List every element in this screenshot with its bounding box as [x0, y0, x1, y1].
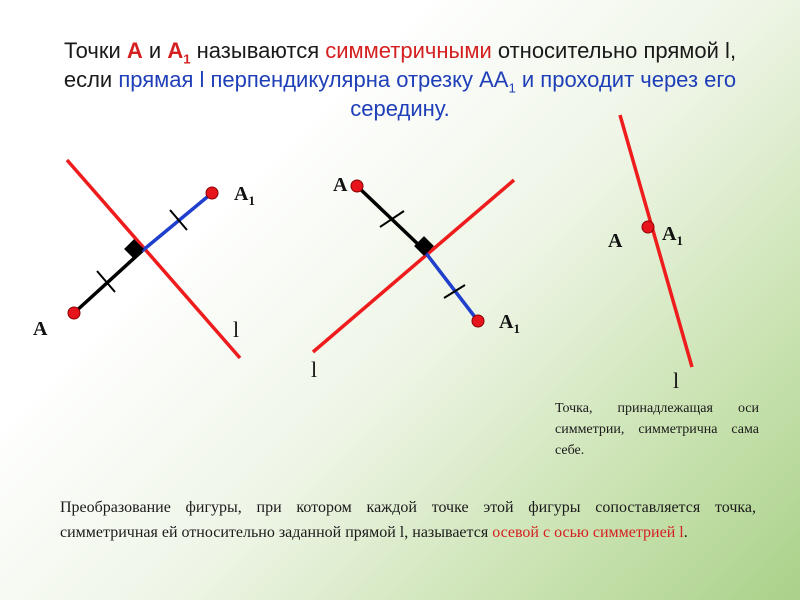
title-text: и	[142, 38, 168, 63]
label-a: A	[608, 230, 623, 252]
segment-half-a1	[142, 193, 212, 251]
title-point-a1: А	[167, 38, 184, 63]
title-condition: прямая l перпендикулярна отрезку АА	[118, 67, 509, 92]
segment-half-a	[74, 251, 142, 313]
title-condition: и	[515, 67, 541, 92]
axis-line-l	[313, 180, 514, 352]
title-condition-2: проходит через его середину.	[350, 67, 737, 121]
label-line-l: l	[673, 368, 680, 393]
label-line-l: l	[311, 357, 318, 382]
label-a1	[234, 183, 255, 208]
label-line-l: l	[233, 317, 240, 342]
definition-tail-highlight: с осью симметрией l	[543, 524, 684, 541]
title-point-a1-subscript: 1	[183, 51, 191, 67]
label-a1-letter: A	[234, 183, 249, 205]
point-a	[68, 307, 80, 319]
note-text: Точка, принадлежащая оси симметрии, симметрична сама себе.	[555, 401, 759, 458]
title-condition-subscript: 1	[508, 80, 516, 96]
label-a1	[499, 311, 520, 336]
label-a: A	[333, 174, 348, 196]
label-a1-subscript: 1	[513, 321, 520, 336]
point-a-a1	[642, 221, 654, 233]
segment-half-a1	[422, 248, 478, 321]
label-a1-subscript: 1	[676, 233, 683, 248]
segment-half-a	[357, 186, 422, 248]
label-a1	[662, 223, 683, 248]
title-text: относительно прямой l, если	[63, 38, 737, 92]
title-text: называются	[190, 38, 326, 63]
tick-mark	[444, 285, 465, 298]
title-point-a: А	[126, 38, 143, 63]
point-a1	[206, 187, 218, 199]
definition-highlight: осевой	[492, 524, 539, 541]
title-text: Точки	[63, 38, 127, 63]
label-a1-letter: A	[662, 223, 677, 245]
title-symmetric-term: симметричными	[325, 38, 492, 63]
definition-end: .	[683, 524, 688, 541]
figure-1	[33, 160, 255, 358]
figure-3	[608, 115, 692, 393]
label-a1-letter: A	[499, 311, 514, 333]
definition-text	[60, 495, 756, 545]
label-a1-subscript: 1	[248, 193, 255, 208]
definition-body: Преобразование фигуры, при котором каждой точке этой фигуры сопоставляется точка, симметричная ей относительно заданной прямой l, называется	[60, 499, 756, 541]
label-a: A	[33, 318, 48, 340]
point-a	[351, 180, 363, 192]
figure-2	[311, 174, 520, 382]
point-a1	[472, 315, 484, 327]
